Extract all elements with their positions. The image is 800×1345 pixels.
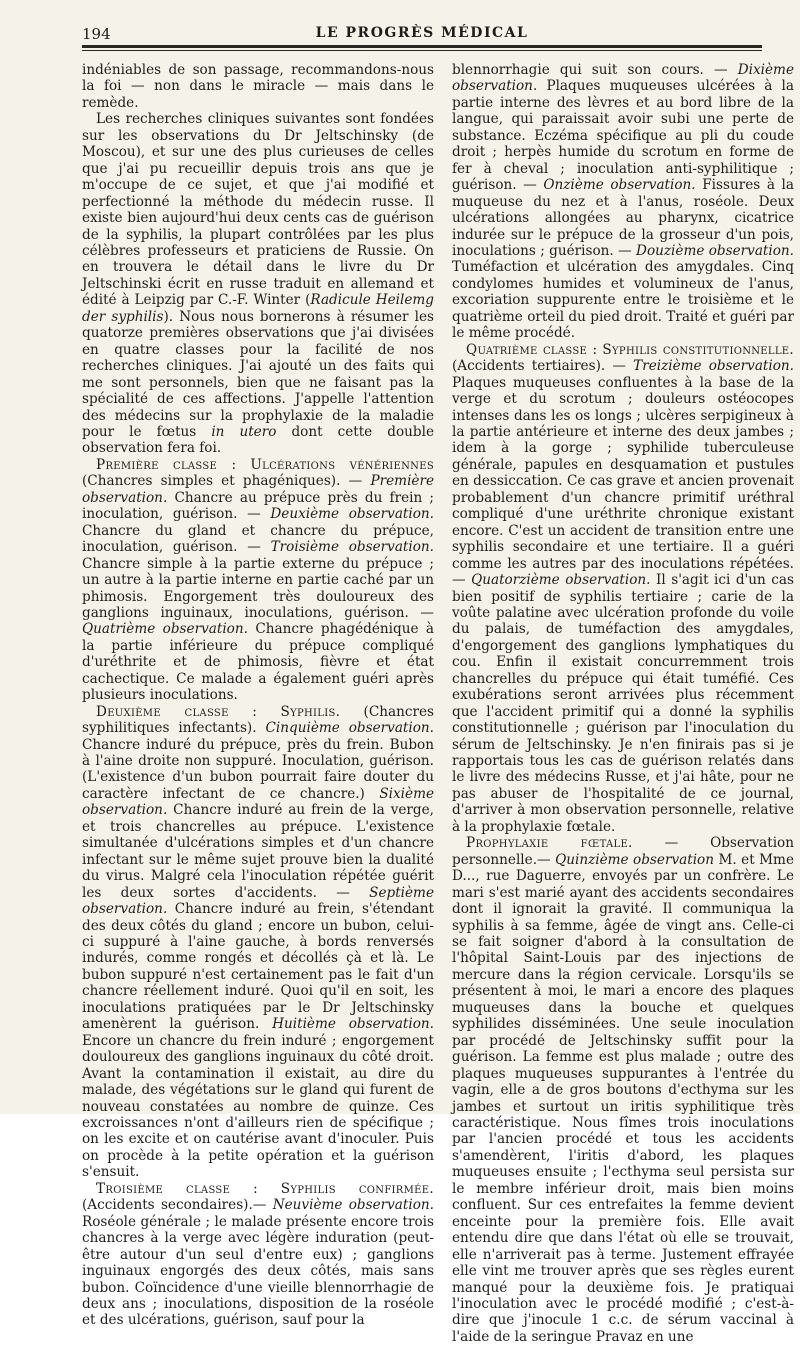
section-heading: Quatrième classe : <box>466 341 598 358</box>
paragraph-first-class: Première classe : Ulcérations vénériennes (Chancres simples et phagéniques). — Première observation. Chancre au prépuce près du frein ; inoculation, guérison. — Deuxième observation. Chancre du gland et chancre du prépuce, inoculation, guérison. — Troisième observation. Chancre simple à la partie externe du prépuce ; un autre à la partie interne en partie caché par un phimosis. Engorgement très douloureux des ganglions inguinaux, inoculations, guérison. — Quatrième observation. Chancre phagédénique à la partie inférieure du prépuce compliqué d'uréthrite et de phimosis, fièvre et état cachectique. Ce malade a également guéri après plusieurs inoculations. <box>82 456 434 704</box>
section-heading: Troisième classe : <box>96 1180 259 1197</box>
right-column <box>452 62 794 1345</box>
page-number: 194 <box>82 25 111 43</box>
header-rule-thick <box>82 45 762 48</box>
left-column <box>82 62 435 1329</box>
paragraph-fourth-class: Quatrième classe : Syphilis constitutionnelle. (Accidents tertiaires). — Treizième observation. Plaques muqueuses confluentes à la base de la verge et du scrotum ; douleurs ostéocopes intenses dans les os longs ; ulcères serpigineux à la partie antérieure et interne des deux jambes ; idem à la gorge ; syphilide tuberculeuse générale, papules en desquamation et pustules en dessiccation. Ce cas grave et ancien provenait probablement d'un chancre primitif uréthral compliqué d'une uréthrite chronique existant encore. C'est un accident de transition entre une syphilis secondaire et une tertiaire. Il a guéri comme les autres par des inoculations répétées. — Quatorzième observation. Il s'agit ici d'un cas bien positif de syphilis tertiaire ; carie de la voûte palatine avec ulcération profonde du voile du palais, de tuméfaction des amygdales, d'engorgement des ganglions lymphatiques du cou. Enfin il existait concurremment trois chancrelles du prépuce qui était tuméfié. Ces exubérations seront arrivées plus récemment que l'accident primitif qui a donné la syphilis constitutionnelle ; guérison par l'inoculation du sérum de Jeltschinsky. Je n'en finirais pas si je rapportais tous les cas de guérison relatés dans le livre des médecins Russe, et j'ai hâte, pour ne pas abuser de l'hospitalité de ce journal, d'arriver à mon observation personnelle, relative à la prophylaxie fœtale. <box>452 341 794 835</box>
paragraph: blennorrhagie qui suit son cours. — Dixième observation. Plaques muqueuses ulcérées à la partie interne des lèvres et au bord libre de la langue, qui paraissait avoir subi une perte de substance. Eczéma spécifique au pli du coude droit ; herpès humide du scrotum en forme de fer à cheval ; inoculation anti-syphilitique ; guérison. — Onzième observation. Fissures à la muqueuse du nez et à l'anus, roséole. Deux ulcérations allongées au pharynx, cicatrice indurée sur le prépuce de la grosseur d'un pois, inoculations ; guérison. — Douzième observation. Tuméfaction et ulcération des amygdales. Cinq condylomes humides et volumineux de l'anus, excoriation suppurente entre le troisième et le quatrième orteil du pied droit. Traité et guéri par le même procédé. <box>452 62 794 342</box>
paragraph-third-class: Troisième classe : Syphilis confirmée. (Accidents secondaires).— Neuvième observation. Roséole générale ; le malade présente encore trois chancres à la verge avec légère induration (peut-être autour d'un seul d'entre eux) ; ganglions inguinaux engorgés des deux côtés, mais sans bubon. Coïncidence d'une vieille blennorrhagie de deux ans ; inoculations, disposition de la roséole et des ulcérations, guérison, sauf pour la <box>82 1180 434 1329</box>
section-heading: Deuxième classe : <box>96 703 258 720</box>
section-heading: Première classe : <box>96 456 237 473</box>
paragraph: Les recherches cliniques suivantes sont fondées sur les observations du Dr Jeltschinsky (de Moscou), et sur une des plus curieuses de celles que j'ai pu recueillir depuis trois ans que je m'occupe de ce sujet, et que j'ai modifié et perfectionné la méthode du médecin russe. Il existe bien aujourd'hui deux cents cas de guérison de la syphilis, la plupart contrôlées par les plus célèbres professeurs et praticiens de Russie. On en trouvera le détail dans le livre du Dr Jeltschinski écrit en russe traduit en allemand et édité à Leipzig par C.-F. Winter (Radicule Heilemg der syphilis). Nous nous bornerons à résumer les quatorze premières observations que j'ai divisées en quatre classes pour la facilité de nos recherches cliniques. J'ai ajouté un des faits qui me sont personnels, bien que ne faisant pas la spécialité de ces affections. J'appelle l'attention des médecins sur la prophylaxie de la maladie pour le fœtus in utero dont cette double observation fera foi. <box>82 111 434 457</box>
page-header <box>82 22 762 44</box>
running-title: LE PROGRÈS MÉDICAL <box>315 25 529 41</box>
section-heading: Prophylaxie fœtale. <box>466 835 633 852</box>
paragraph-fetal-prophylaxis: Prophylaxie fœtale. — Observation personnelle.— Quinzième observation M. et Mme D..., rue Daguerre, envoyés par un confrère. Le mari s'est marié ayant des accidents secondaires dont il ignorait la gravité. Il communiqua la syphilis à sa femme, âgée de vingt ans. Celle-ci se fait soigner d'abord à la consultation de l'hôpital Saint-Louis par des injections de mercure dans la région cervicale. Lorsqu'ils se présentent à moi, le mari a encore des plaques muqueuses dans la bouche et quelques syphilides disséminées. Une seule inoculation par procédé de Jeltschinsky suffit pour la guérison. La femme est plus malade ; outre des plaques muqueuses suppurantes à l'entrée du vagin, elle a de gros boutons d'ecthyma sur les jambes et surtout un iritis syphilitique très caractéristique. Nous fîmes trois inoculations par l'ancien procédé et tous les accidents s'amendèrent, l'iritis d'abord, les plaques muqueuses ensuite ; l'ecthyma seul persista sur le membre inférieur droit, mais bien moins confluent. Sur ces entrefaites la femme devient enceinte pour la première fois. Elle avait entendu dire que dans l'état où elle se trouvait, elle n'arriverait pas à terme. Justement effrayée elle vint me trouver après que ses règles eurent manqué pour la deuxième fois. Je pratiquai l'inoculation avec le procédé modifié ; c'est-à-dire que j'inocule 1 c.c. de sérum vaccinal à l'aide de la seringue Pravaz en une <box>452 835 794 1345</box>
paragraph: indéniables de son passage, recommandons-nous la foi — non dans le miracle — mais dans le remède. <box>82 62 434 111</box>
paragraph-second-class: Deuxième classe : Syphilis. (Chancres syphilitiques infectants). Cinquième observation. Chancre induré du prépuce, près du frein. Bubon à l'aine droite non suppuré. Inoculation, guérison. (L'existence d'un bubon pourrait faire douter du caractère infectant de ce chancre.) Sixième observation. Chancre induré au frein de la verge, et trois chancrelles au prépuce. L'existence simultanée d'ulcérations simples et d'un chancre infectant sur le même sujet prouve bien la dualité du virus. Malgré cela l'inoculation répétée guérit les deux sortes d'accidents. — Septième observation. Chancre induré au frein, s'étendant des deux côtés du gland ; encore un bubon, celui-ci suppuré à l'aine gauche, à bords renversés indurés, comme rongés et décollés çà et là. Le bubon suppuré n'est certainement pas le fait d'un chancre réellement induré. Quoi qu'il en soit, les inoculations pratiquées par le Dr Jeltschinsky amenèrent la guérison. Huitième observation. Encore un chancre du frein induré ; engorgement douloureux des ganglions inguinaux du côté droit. Avant la contamination il existait, au dire du malade, des végétations sur le gland qui furent de nouveau constatées au nombre de quinze. Ces excroissances n'ont d'ailleurs rien de spécifique ; on les excite et on cautérise avant d'inoculer. Puis on procède à la petite opération et la guérison s'ensuit. <box>82 703 435 1181</box>
header-rule-thin <box>82 50 762 51</box>
